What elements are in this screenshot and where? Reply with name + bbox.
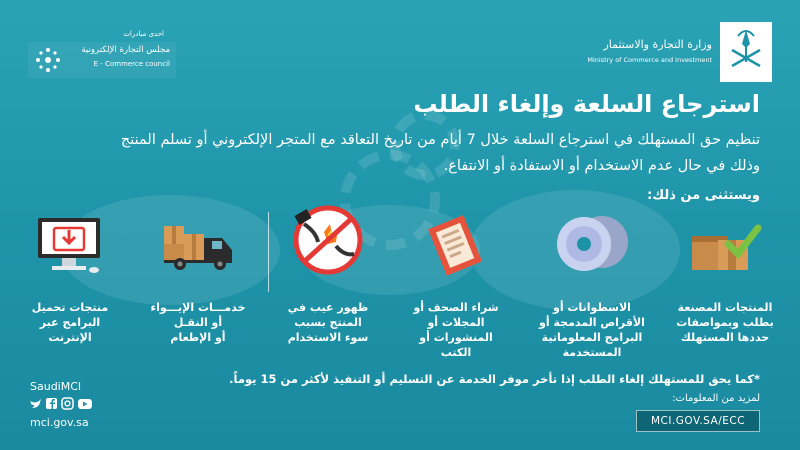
exception-software-downloads: منتجات تحميل البرامج عبر الإنترنت (31, 301, 109, 344)
discs-icon (550, 212, 634, 274)
divider (268, 212, 269, 292)
exceptions-label: ويستثنى من ذلك: (647, 188, 760, 203)
ecc-emblem-icon (34, 46, 62, 74)
initiative-label: احدى مبادرات (123, 30, 164, 38)
exception-custom-product: المنتجات المصنعة بطلب وبمواصفات حددها المستهلك (676, 301, 774, 344)
exception-discs: الاسطوانات أو الأقراص المدمجة أو البرامج المعلوماتية المستخدمة (539, 301, 645, 359)
more-info-label: لمزيد من المعلومات: (672, 393, 760, 404)
instagram-icon[interactable] (62, 398, 73, 409)
saudi-emblem-icon (720, 22, 772, 82)
ecommerce-council-logo (28, 30, 176, 78)
exception-lodging-transport: خدمـــات الإيـــواء أو النقـل أو الإطعام (150, 301, 246, 344)
custom-product-icon (688, 218, 762, 274)
lead-text-line2: وذلك في حال عدم الاستخدام أو الاستفادة أو الانتفاع. (443, 158, 760, 174)
delivery-truck-icon (162, 220, 240, 272)
youtube-icon[interactable] (78, 399, 92, 409)
exception-newspapers: شراء الصحف أو المجلات أو المنشورات أو الكتب (413, 301, 499, 359)
lead-text-line1: تنظيم حق المستهلك في استرجاع السلعة خلال 7 أيام من تاريخ التعاقد مع المتجر الإلكتروني أو تسلم المنتج (120, 132, 760, 148)
facebook-icon[interactable] (46, 398, 57, 409)
ecc-arabic-name: مجلس التجارة الإلكترونية (81, 45, 170, 55)
cancellation-note: *كما يحق للمستهلك إلغاء الطلب إذا تأخر موفر الخدمة عن التسليم أو التنفيذ لأكثر من 15 يوماً. (229, 372, 760, 386)
download-monitor-icon (34, 216, 104, 274)
social-icons (30, 397, 110, 411)
ecc-english-name: E - Commerce council (93, 60, 170, 68)
mci-arabic-name: وزارة التجارة والاستثمار (603, 38, 712, 51)
website-url[interactable]: mci.gov.sa (30, 416, 89, 429)
page-title: استرجاع السلعة وإلغاء الطلب (413, 90, 760, 118)
mci-logo (572, 22, 772, 82)
exception-misuse-defect: ظهور عيب في المنتج بسبب سوء الاستخدام (287, 301, 369, 344)
broken-cable-icon (290, 202, 366, 278)
ecc-link-button[interactable]: MCI.GOV.SA/ECC (636, 410, 760, 432)
mci-english-name: Ministry of Commerce and Investment (587, 56, 712, 64)
newspaper-icon (424, 212, 488, 278)
twitter-icon[interactable] (30, 399, 41, 408)
social-handle: SaudiMCI (30, 380, 82, 393)
